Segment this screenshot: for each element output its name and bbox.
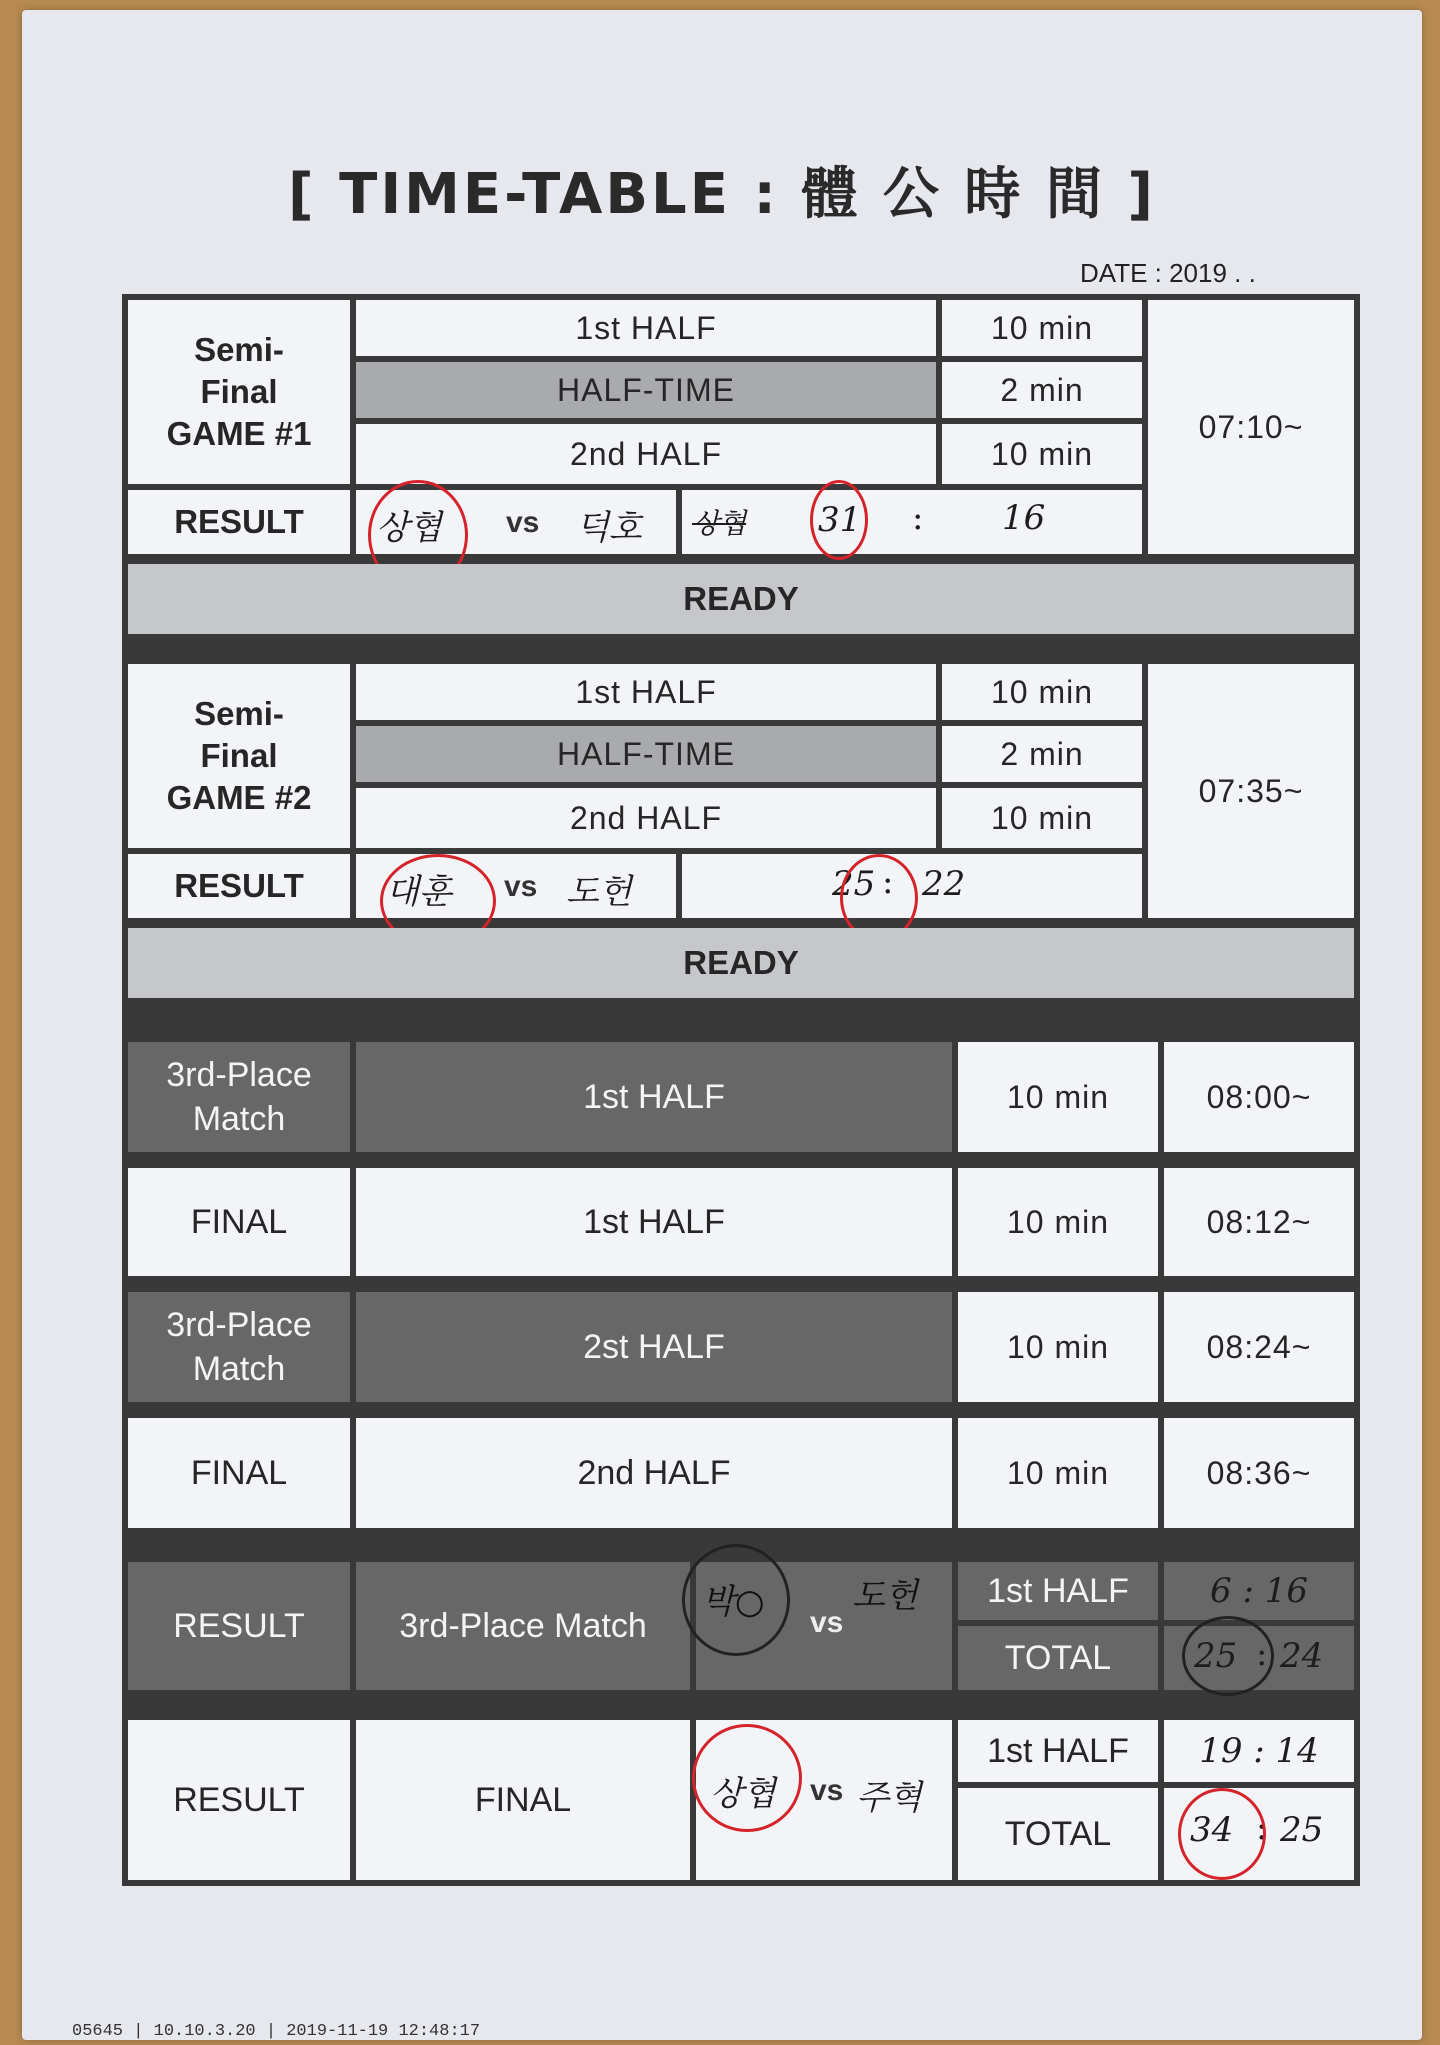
result4-total-a: 34: [1190, 1810, 1234, 1850]
result3-vs: vs: [810, 1606, 844, 1639]
result3-total-sep: :: [1256, 1634, 1268, 1674]
schedule-4-phase: 2nd HALF: [356, 1418, 952, 1528]
sf2-phase-1: 1st HALF: [356, 664, 936, 720]
sf2-phase-3: 2nd HALF: [356, 788, 936, 848]
sf1-duration-1: 10 min: [942, 300, 1142, 356]
result4-vs: vs: [810, 1774, 844, 1807]
sf1-duration-2: 2 min: [942, 362, 1142, 418]
sf1-phase-2: HALF-TIME: [356, 362, 936, 418]
sf2-duration-1: 10 min: [942, 664, 1142, 720]
sf1-team-b: 덕호: [576, 508, 642, 548]
result4-total-b: 25: [1280, 1810, 1324, 1850]
sf2-duration-2: 2 min: [942, 726, 1142, 782]
date-line: DATE : 2019 . .: [1080, 258, 1256, 288]
result3-winner-circle: [682, 1544, 790, 1656]
schedule-1-label-text: 3rd-Place Match: [166, 1056, 312, 1138]
result4-total-label: TOTAL: [958, 1788, 1158, 1880]
sf2-label-text: Semi-Final GAME #2: [166, 695, 312, 816]
sf2-score-a: 25: [832, 864, 876, 904]
result4-half-score-text: 19 : 14: [1199, 1731, 1319, 1771]
sf1-score-b: 16: [1002, 498, 1046, 538]
schedule-1-time: 08:00~: [1164, 1042, 1354, 1152]
sf2-team-b: 도헌: [566, 872, 632, 912]
sf1-duration-3: 10 min: [942, 424, 1142, 484]
schedule-2-phase: 1st HALF: [356, 1168, 952, 1276]
sf1-score-a: 31: [818, 500, 862, 540]
sf1-vs: vs: [506, 506, 540, 539]
schedule-1-duration: 10 min: [958, 1042, 1158, 1152]
sf1-crossed-name: 상협: [692, 507, 747, 540]
result3-total-a: 25: [1194, 1636, 1238, 1676]
schedule-3-label-text: 3rd-Place Match: [166, 1306, 312, 1388]
result3-label: RESULT: [128, 1562, 350, 1690]
schedule-1-phase: 1st HALF: [356, 1042, 952, 1152]
sf2-score-sep: :: [882, 862, 894, 902]
sf1-score: [682, 490, 1142, 554]
result4-winner-circle: [692, 1724, 802, 1832]
sf2-result-label: RESULT: [128, 854, 350, 918]
schedule-4-duration: 10 min: [958, 1418, 1158, 1528]
result4-total-circle: [1178, 1788, 1266, 1880]
sf2-label: [128, 664, 350, 848]
schedule-3-duration: 10 min: [958, 1292, 1158, 1402]
sf2-score-b: 22: [922, 864, 966, 904]
schedule-2-label: FINAL: [128, 1168, 350, 1276]
sf2-vs: vs: [504, 870, 538, 903]
result4-team-b: 주혁: [856, 1778, 922, 1818]
result3-team-a: 박○: [702, 1582, 765, 1622]
schedule-2-time: 08:12~: [1164, 1168, 1354, 1276]
paper-sheet: [22, 10, 1422, 2040]
schedule-4-time: 08:36~: [1164, 1418, 1354, 1528]
result4-total-sep: :: [1256, 1808, 1268, 1848]
result4-half-score: [1164, 1720, 1354, 1782]
result3-half-score-text: 6 : 16: [1210, 1571, 1308, 1611]
sf1-team-a: 상협: [376, 508, 442, 548]
sf1-score-sep: :: [912, 498, 924, 538]
schedule-3-label: [128, 1292, 350, 1402]
result3-total-label: TOTAL: [958, 1626, 1158, 1690]
schedule-1-label: [128, 1042, 350, 1152]
result3-total-b: 24: [1280, 1636, 1324, 1676]
sf1-result-label: RESULT: [128, 490, 350, 554]
footer-stamp: 05645 | 10.10.3.20 | 2019-11-19 12:48:17: [72, 2022, 481, 2041]
schedule-4-label: FINAL: [128, 1418, 350, 1528]
sf1-score-circle: [810, 480, 868, 560]
result4-team-a: 상협: [710, 1774, 776, 1814]
sf1-label-text: Semi-Final GAME #1: [166, 331, 312, 452]
ready-bar-2: READY: [128, 928, 1354, 998]
sf2-phase-2: HALF-TIME: [356, 726, 936, 782]
schedule-2-duration: 10 min: [958, 1168, 1158, 1276]
sf1-phase-3: 2nd HALF: [356, 424, 936, 484]
result3-match: 3rd-Place Match: [356, 1562, 690, 1690]
sf1-phase-1: 1st HALF: [356, 300, 936, 356]
sf2-time: 07:35~: [1148, 664, 1354, 918]
timetable: [122, 294, 1360, 1886]
result4-half-label: 1st HALF: [958, 1720, 1158, 1782]
result3-total-circle: [1182, 1616, 1274, 1696]
result3-half-score: [1164, 1562, 1354, 1620]
sf1-label: [128, 300, 350, 484]
sf1-time: 07:10~: [1148, 300, 1354, 554]
ready-bar-1: READY: [128, 564, 1354, 634]
sf2-duration-3: 10 min: [942, 788, 1142, 848]
page-title: [ TIME-TABLE : 體 公 時 間 ]: [288, 162, 1156, 227]
result3-half-label: 1st HALF: [958, 1562, 1158, 1620]
schedule-3-phase: 2st HALF: [356, 1292, 952, 1402]
sf2-team-a: 대훈: [386, 872, 452, 912]
result3-team-b: 도헌: [852, 1576, 918, 1616]
result4-match: FINAL: [356, 1720, 690, 1880]
result4-label: RESULT: [128, 1720, 350, 1880]
schedule-3-time: 08:24~: [1164, 1292, 1354, 1402]
